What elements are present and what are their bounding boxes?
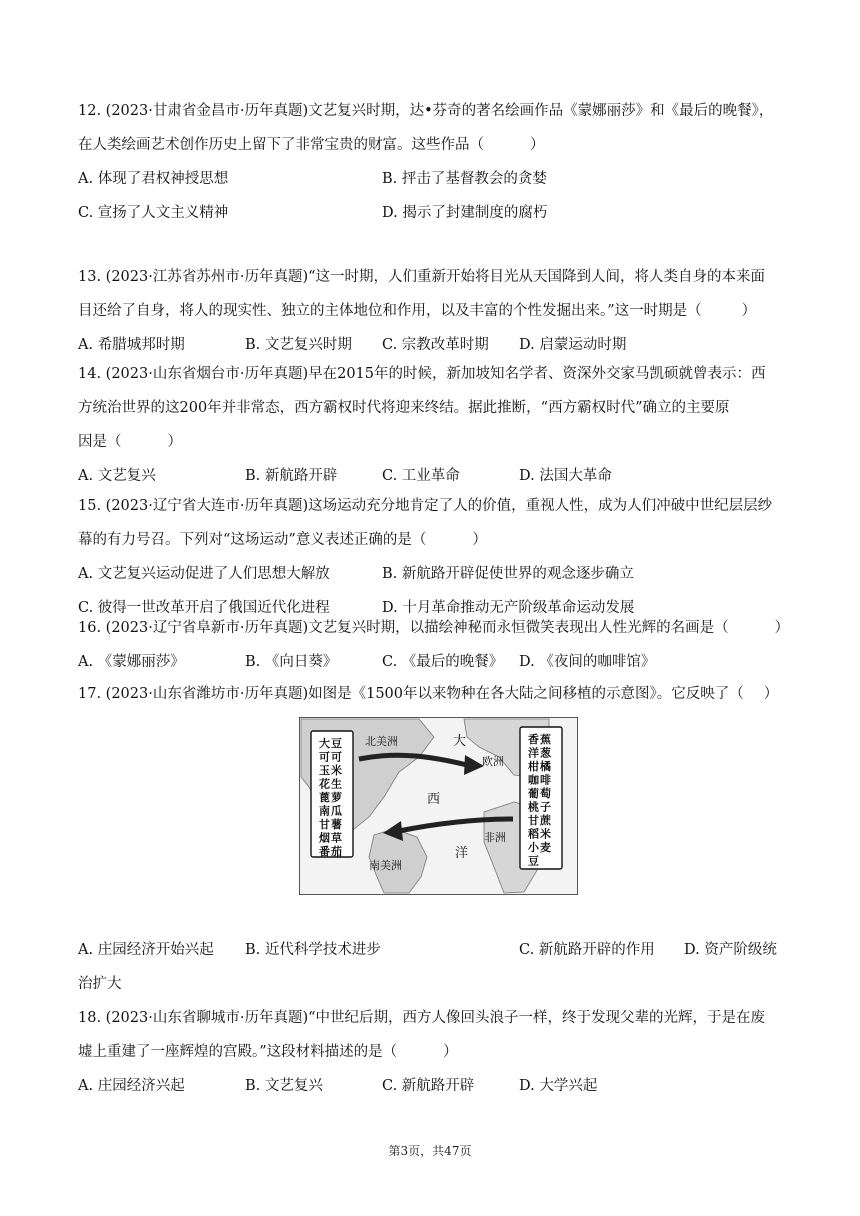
right-species-char-3-1: 啡 <box>540 773 551 787</box>
question-text: 墟上重建了一座辉煌的宫殿。”这段材料描述的是（ <box>78 1044 398 1060</box>
left-species-char-5-0: 南 <box>319 804 330 818</box>
left-species-char-7-1: 草 <box>331 831 342 845</box>
question-17 <box>78 677 790 711</box>
question-source: (2023·甘肃省金昌市·历年真题) <box>105 103 309 119</box>
question-source: (2023·辽宁省大连市·历年真题) <box>105 498 309 514</box>
option-b[interactable]: B. 《向日葵》 <box>245 654 338 670</box>
option-d[interactable]: D. 大学兴起 <box>519 1078 598 1094</box>
question-number: 13. <box>78 269 102 285</box>
paren-close: ） <box>774 620 790 636</box>
left-species-char-3-0: 花 <box>319 777 330 791</box>
species-map <box>299 717 578 895</box>
question-17-options <box>78 933 790 1001</box>
ocean-label-yang: 洋 <box>455 846 469 861</box>
option-d-wrap: 治扩大 <box>78 976 122 992</box>
question-number: 18. <box>78 1010 102 1026</box>
option-b[interactable]: B. 文艺复兴时期 <box>245 337 352 353</box>
question-text: 文艺复兴时期，达•芬奇的著名绘画作品《蒙娜丽莎》和《最后的晚餐》， <box>308 103 774 119</box>
option-a[interactable]: A. 文艺复兴运动促进了人们思想大解放 <box>78 566 330 582</box>
right-species-char-1-0: 洋 <box>528 746 539 760</box>
option-b[interactable]: B. 文艺复兴 <box>245 1078 323 1094</box>
options-row <box>78 162 790 196</box>
options-row <box>78 459 790 493</box>
right-species-char-1-1: 葱 <box>540 746 551 760</box>
right-species-char-0-0: 香 <box>528 733 539 746</box>
option-a[interactable]: A. 庄园经济兴起 <box>78 1078 185 1094</box>
option-a[interactable]: A. 庄园经济开始兴起 <box>78 942 214 958</box>
ocean-label-xi: 西 <box>427 792 441 807</box>
left-species-char-8-1: 茄 <box>331 845 342 858</box>
right-species-char-5-1: 子 <box>540 800 551 814</box>
question-number: 17. <box>78 686 102 702</box>
option-c[interactable]: C. 宗教改革时期 <box>382 337 489 353</box>
right-species-char-0-1: 蕉 <box>540 733 551 746</box>
question-text: 如图是《1500年以来物种在各大陆之间移植的示意图》。它反映了（ <box>308 686 744 702</box>
question-18-stem <box>78 1001 790 1069</box>
right-species-char-2-1: 橘 <box>540 760 551 773</box>
south-america-label: 南美洲 <box>369 859 402 872</box>
question-13 <box>78 260 790 362</box>
option-c[interactable]: C. 宣扬了人文主义精神 <box>78 205 229 221</box>
right-species-char-3-0: 咖 <box>528 773 539 787</box>
option-a[interactable]: A. 希腊城邦时期 <box>78 337 185 353</box>
option-d[interactable]: D. 《夜间的咖啡馆》 <box>519 654 656 670</box>
option-d[interactable]: D. 启蒙运动时期 <box>519 337 627 353</box>
left-species-char-0-1: 豆 <box>331 737 342 750</box>
option-d[interactable]: D. 十月革命推动无产阶级革命运动发展 <box>382 600 635 616</box>
question-text: 早在2015年的时候，新加坡知名学者、资深外交家马凯硕就曾表示：西 <box>308 366 766 382</box>
right-species-char-9-0: 豆 <box>528 854 539 868</box>
left-species-char-5-1: 瓜 <box>331 804 342 818</box>
question-text: “这一时期，人们重新开始将目光从天国降到人间，将人类自身的本来面 <box>308 269 766 285</box>
question-13-stem <box>78 260 790 328</box>
africa-label: 非洲 <box>484 831 506 844</box>
options-row <box>78 196 790 230</box>
left-species-char-8-0: 番 <box>319 845 330 858</box>
paren-close: ） <box>763 686 779 702</box>
option-d[interactable]: D. 法国大革命 <box>519 468 612 484</box>
option-d[interactable]: D. 资产阶级统 <box>684 942 777 958</box>
question-14 <box>78 357 790 493</box>
question-source: (2023·山东省潍坊市·历年真题) <box>105 686 309 702</box>
left-species-char-7-0: 烟 <box>319 831 330 845</box>
option-c[interactable]: C. 彼得一世改革开启了俄国近代化进程 <box>78 600 330 616</box>
question-text: “中世纪后期，西方人像回头浪子一样，终于发现父辈的光辉，于是在废 <box>308 1010 766 1026</box>
species-map-figure <box>299 717 578 895</box>
question-number: 16. <box>78 620 102 636</box>
question-16-stem <box>78 611 790 645</box>
question-number: 15. <box>78 498 102 514</box>
option-b[interactable]: B. 新航路开辟 <box>245 468 338 484</box>
options-row-wrap <box>78 967 790 1001</box>
question-text: 文艺复兴时期，以描绘神秘而永恒微笑表现出人性光辉的名画是（ <box>308 620 729 636</box>
left-species-char-2-0: 玉 <box>319 764 330 777</box>
question-text: 在人类绘画艺术创作历史上留下了非常宝贵的财富。这些作品（ <box>78 137 484 153</box>
question-text: 因是（ <box>78 434 122 450</box>
page-footer: 第3页，共47页 <box>388 1144 472 1158</box>
right-species-char-2-0: 柑 <box>528 760 539 773</box>
left-species-char-2-1: 米 <box>331 764 342 777</box>
question-source: (2023·山东省烟台市·历年真题) <box>105 366 309 382</box>
right-species-char-6-0: 甘 <box>528 814 539 827</box>
option-c[interactable]: C. 工业革命 <box>382 468 460 484</box>
left-species-char-0-0: 大 <box>319 737 330 750</box>
question-number: 12. <box>78 103 102 119</box>
option-b[interactable]: B. 抨击了基督教会的贪婪 <box>382 171 547 187</box>
paren-close: ） <box>472 532 487 548</box>
right-species-char-4-0: 葡 <box>528 787 539 800</box>
options-row <box>78 1069 790 1103</box>
right-species-char-7-1: 米 <box>540 827 551 841</box>
question-text: 方统治世界的这200年并非常态，西方霸权时代将迎来终结。据此推断，“西方霸权时代”确立的主要原 <box>78 400 730 416</box>
right-species-char-6-1: 蔗 <box>540 814 551 827</box>
right-species-char-5-0: 桃 <box>528 800 539 814</box>
right-species-char-4-1: 萄 <box>540 787 551 800</box>
question-12-stem <box>78 94 790 162</box>
paren-close: ） <box>530 137 545 153</box>
left-species-char-4-0: 蓖 <box>319 791 330 804</box>
left-species-char-1-0: 可 <box>319 750 330 764</box>
options-row <box>78 645 790 679</box>
europe-label: 欧洲 <box>482 755 504 768</box>
question-12 <box>78 94 790 230</box>
paren-close: ） <box>443 1044 458 1060</box>
left-species-char-1-1: 可 <box>331 750 342 764</box>
left-species-char-3-1: 生 <box>331 777 342 791</box>
option-a[interactable]: A. 《蒙娜丽莎》 <box>78 654 185 670</box>
question-source: (2023·山东省聊城市·历年真题) <box>105 1010 309 1026</box>
option-a[interactable]: A. 体现了君权神授思想 <box>78 171 229 187</box>
question-number: 14. <box>78 366 102 382</box>
ocean-label-da: 大 <box>453 734 467 749</box>
question-15-stem <box>78 489 790 557</box>
question-text: 目还给了自身，将人的现实性、独立的主体地位和作用，以及丰富的个性发掘出来。”这一时期是（ <box>78 303 702 319</box>
question-18 <box>78 1001 790 1103</box>
option-b[interactable]: B. 近代科学技术进步 <box>245 942 381 958</box>
options-row <box>78 557 790 591</box>
question-source: (2023·辽宁省阜新市·历年真题) <box>105 620 309 636</box>
options-row <box>78 933 790 967</box>
north-america-label: 北美洲 <box>365 735 398 748</box>
option-a[interactable]: A. 文艺复兴 <box>78 468 156 484</box>
question-text: 幕的有力号召。下列对“这场运动”意义表述正确的是（ <box>78 532 427 548</box>
right-species-char-7-0: 稻 <box>528 827 539 841</box>
option-c[interactable]: C. 新航路开辟的作用 <box>519 942 655 958</box>
left-species-char-4-1: 萝 <box>331 791 342 804</box>
option-d[interactable]: D. 揭示了封建制度的腐朽 <box>382 205 548 221</box>
question-17-stem <box>78 677 790 711</box>
left-species-char-6-0: 甘 <box>319 818 330 831</box>
option-c[interactable]: C. 《最后的晚餐》 <box>382 654 504 670</box>
question-16 <box>78 611 790 679</box>
question-text: 这场运动充分地肯定了人的价值，重视人性，成为人们冲破中世纪层层纱 <box>308 498 773 514</box>
question-source: (2023·江苏省苏州市·历年真题) <box>105 269 309 285</box>
question-15 <box>78 489 790 625</box>
right-species-char-8-1: 麦 <box>540 841 551 854</box>
right-species-char-8-0: 小 <box>528 841 539 854</box>
paren-close: ） <box>741 303 757 319</box>
paren-close: ） <box>167 434 182 450</box>
option-b[interactable]: B. 新航路开辟促使世界的观念逐步确立 <box>382 566 634 582</box>
left-species-char-6-1: 薯 <box>331 818 342 831</box>
question-14-stem <box>78 357 790 459</box>
option-c[interactable]: C. 新航路开辟 <box>382 1078 475 1094</box>
